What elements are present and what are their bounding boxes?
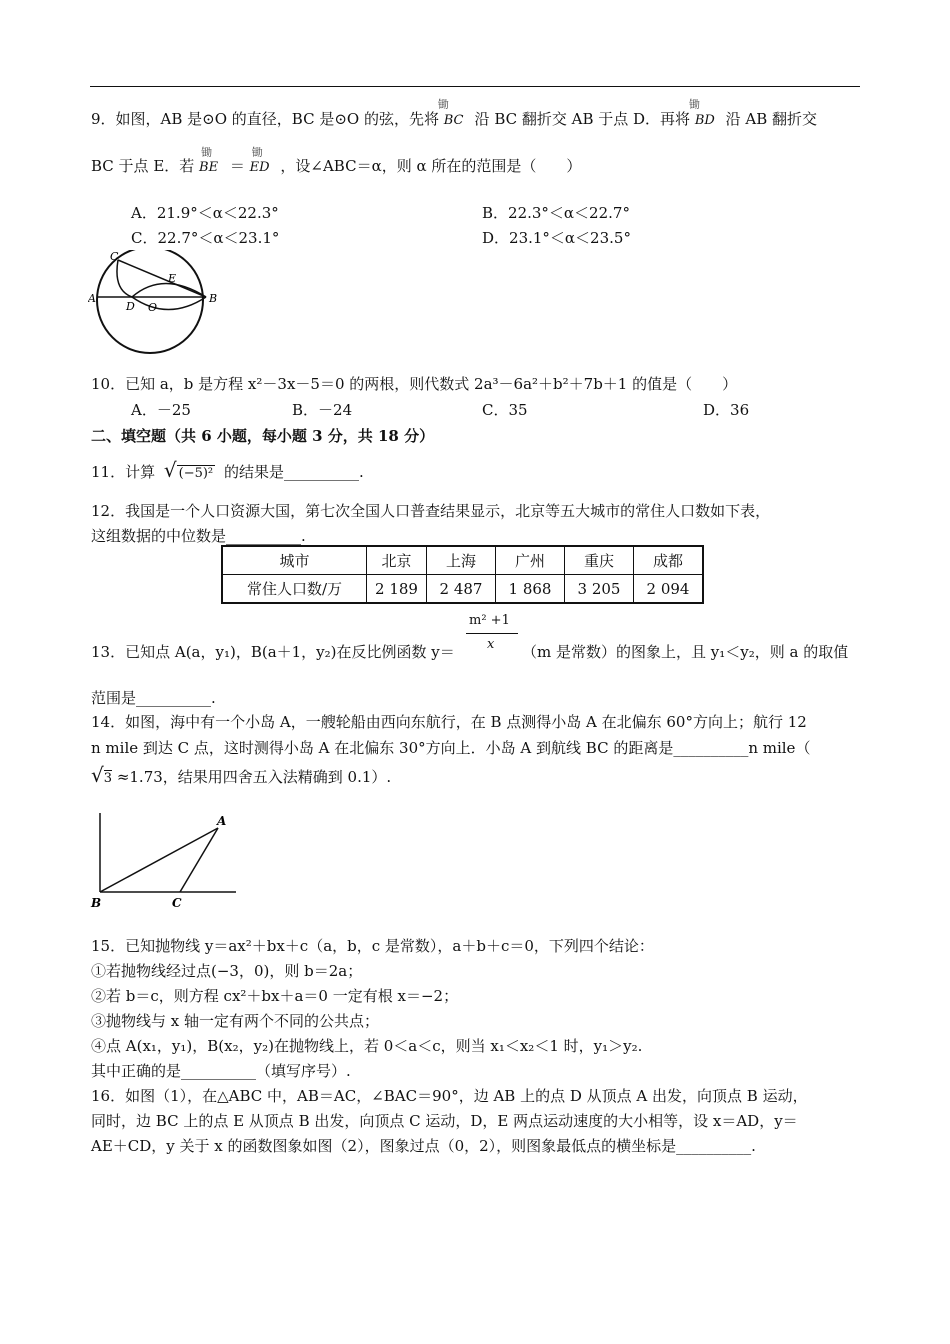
q15-statement-2: ②若 b＝c，则方程 cx²＋bx＋a＝0 一定有根 x＝−2；	[91, 987, 459, 1005]
table-cell: 重庆	[565, 546, 634, 575]
table-header-row	[222, 546, 703, 575]
q13-line2: 范围是__________.	[91, 689, 216, 707]
q16-line3: AE＋CD，y 关于 x 的函数图象如图（2），图象过点（0，2），则图象最低点的横坐标是__________.	[91, 1137, 756, 1155]
q13-fraction-bar	[466, 633, 518, 634]
radical-sign: √	[163, 458, 177, 482]
table-cell: 广州	[496, 546, 565, 575]
arc-label-ed: ED	[249, 160, 270, 175]
q16-line2: 同时，边 BC 上的点 E 从顶点 B 出发，向顶点 C 运动，D，E 两点运动速度的大小相等，设 x＝AD，y＝	[91, 1112, 798, 1130]
fig-label-a: A	[88, 292, 96, 305]
q9-option-b: B．22.3°＜α＜22.7°	[482, 204, 630, 222]
arc-label-bc: BC	[443, 113, 464, 128]
table-cell: 城市	[222, 546, 367, 575]
q12-line2: 这组数据的中位数是__________.	[91, 527, 306, 545]
q9-circle-figure	[88, 250, 218, 355]
q14-line2: n mile 到达 C 点，这时测得小岛 A 在北偏东 30°方向上．小岛 A 到航线 BC 的距离是__________n mile（	[91, 739, 811, 757]
q10-stem: 10．已知 a，b 是方程 x²－3x－5＝0 的两根，则代数式 2a³－6a²＋b²＋7b＋1 的值是（ ）	[91, 375, 738, 393]
table-cell: 3 205	[565, 575, 634, 604]
q15-stem: 15．已知抛物线 y＝ax²＋bx＋c（a，b，c 是常数），a＋b＋c＝0，下列四个结论：	[91, 937, 654, 955]
q9-option-d: D．23.1°＜α＜23.5°	[482, 229, 631, 247]
arc-label-be: BE	[199, 160, 219, 175]
q9-option-a: A．21.9°＜α＜22.3°	[131, 204, 279, 222]
radical-sign: √	[91, 763, 104, 787]
population-table	[221, 545, 704, 604]
header-rule	[90, 86, 860, 87]
q9-line1: 9．如图，AB 是⊙O 的直径，BC 是⊙O 的弦，先将 锄 BC 沿 BC 翻折交 AB 于点 D．再将 锄 BD 沿 AB 翻折交	[91, 98, 818, 128]
fig-label-a: A	[217, 814, 227, 828]
q14-line3: √3 ≈1.73，结果用四舍五入法精确到 0.1）.	[91, 763, 392, 787]
fig-label-c: C	[110, 250, 119, 263]
q14-line1: 14．如图，海中有一个小岛 A，一艘轮船由西向东航行，在 B 点测得小岛 A 在北偏东 60°方向上；航行 12	[91, 713, 807, 731]
fig-label-b: B	[209, 292, 218, 305]
q10-option-b: B．－24	[292, 401, 353, 419]
q13-line1-start: 13．已知点 A(a，y₁)，B(a＋1，y₂)在反比例函数 y＝	[91, 643, 455, 661]
fig-label-e: E	[168, 272, 177, 285]
table-cell: 1 868	[496, 575, 565, 604]
table-row	[222, 575, 703, 604]
arc-label-bd: BD	[694, 113, 715, 128]
q9-option-c: C．22.7°＜α＜23.1°	[131, 229, 280, 247]
sqrt-expression: √ (−5)²	[163, 458, 214, 482]
q14-triangle-figure	[88, 808, 248, 913]
table-cell: 2 094	[634, 575, 704, 604]
q10-option-d: D．36	[703, 401, 750, 419]
q15-statement-3: ③抛物线与 x 轴一定有两个不同的公共点；	[91, 1012, 379, 1030]
q15-end: 其中正确的是__________（填写序号）.	[91, 1062, 351, 1080]
fig-label-b: B	[91, 896, 102, 910]
q13-line1-end: （m 是常数）的图象上，且 y₁＜y₂，则 a 的取值	[522, 643, 849, 661]
section-2-heading: 二、填空题（共 6 小题，每小题 3 分，共 18 分）	[91, 427, 435, 445]
q11: 11．计算 √ (−5)² 的结果是__________.	[91, 458, 364, 482]
fig-label-o: O	[148, 301, 158, 314]
arc-glyph: 锄	[251, 146, 263, 159]
q10-option-a: A．－25	[131, 401, 191, 419]
q13-fraction-denominator: x	[487, 637, 495, 652]
arc-glyph: 锄	[201, 146, 213, 159]
q15-statement-4: ④点 A(x₁，y₁)，B(x₂，y₂)在抛物线上，若 0＜a＜c，则当 x₁＜x₂＜1 时，y₁＞y₂.	[91, 1037, 643, 1055]
table-cell: 北京	[367, 546, 427, 575]
table-cell: 常住人口数/万	[222, 575, 367, 604]
q12-line1: 12．我国是一个人口资源大国，第七次全国人口普查结果显示，北京等五大城市的常住人口数如下表，	[91, 502, 771, 520]
arc-glyph: 锄	[688, 98, 700, 111]
fig-label-d: D	[126, 300, 135, 313]
q10-option-c: C．35	[482, 401, 528, 419]
q16-line1: 16．如图（1），在△ABC 中，AB＝AC，∠BAC＝90°，边 AB 上的点 D 从顶点 A 出发，向顶点 B 运动，	[91, 1087, 808, 1105]
fig-label-c: C	[172, 896, 182, 910]
q9-line2: BC 于点 E．若 锄 BE ＝ 锄 ED ，设∠ABC＝α，则 α 所在的范围是（ ）	[91, 146, 582, 175]
q13-fraction-numerator: m² +1	[469, 613, 510, 628]
table-cell: 2 487	[427, 575, 496, 604]
table-cell: 成都	[634, 546, 704, 575]
table-cell: 上海	[427, 546, 496, 575]
table-cell: 2 189	[367, 575, 427, 604]
q15-statement-1: ①若抛物线经过点(−3，0)，则 b＝2a；	[91, 962, 363, 980]
arc-glyph: 锄	[437, 98, 449, 111]
